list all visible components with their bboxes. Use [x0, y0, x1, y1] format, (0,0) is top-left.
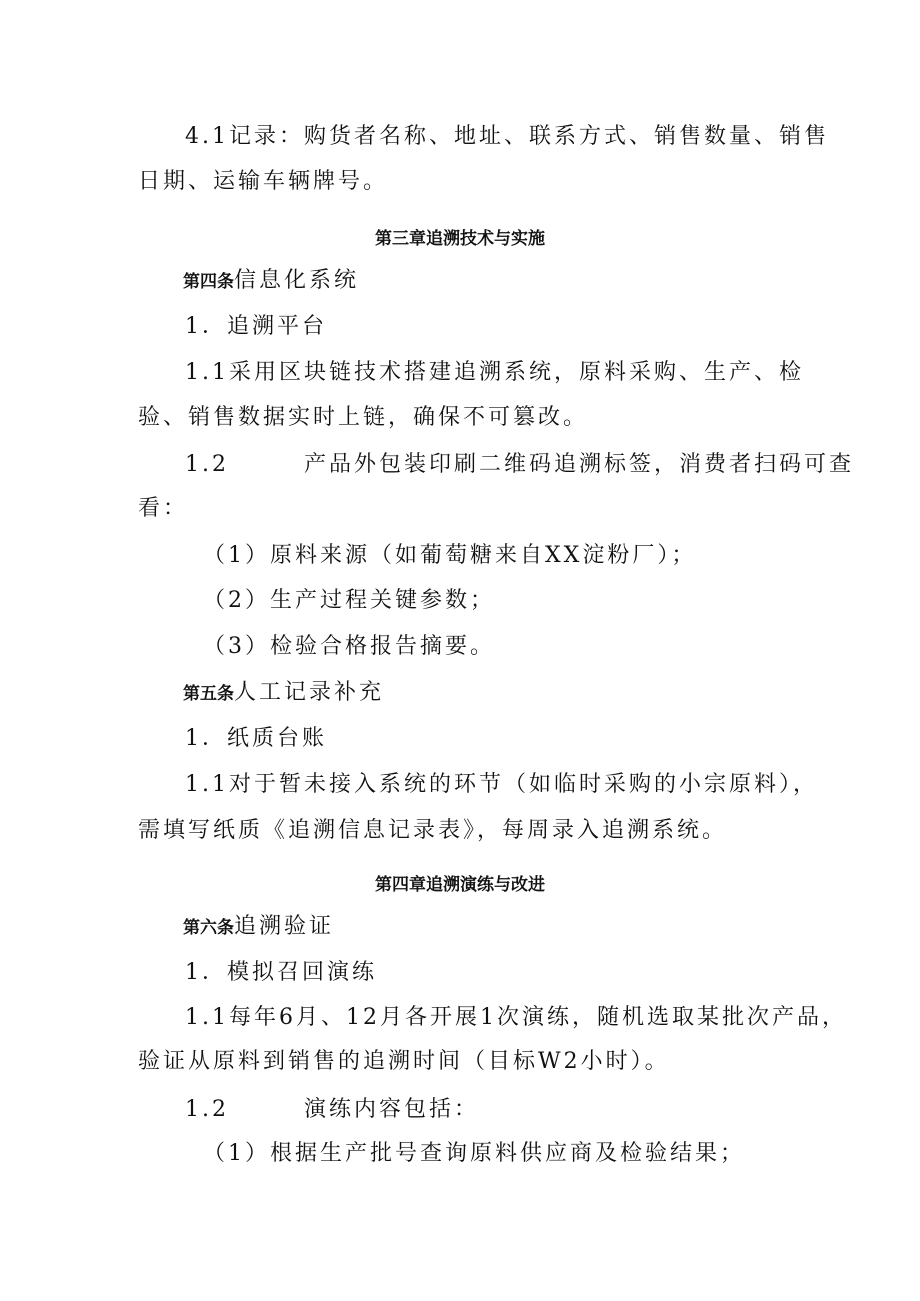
- list-item: （1）根据生产批号查询原料供应商及检验结果；: [203, 1141, 745, 1166]
- article-4-label: 第四条: [183, 272, 234, 292]
- list-item: （2）生产过程关键参数；: [203, 588, 495, 613]
- paragraph-4-1-line-2: 日期、运输车辆牌号。: [138, 169, 389, 194]
- paragraph-1-1-drill-line-2: 验证从原料到销售的追溯时间（目标W2小时）。: [138, 1049, 670, 1074]
- article-6-title: 追溯验证: [234, 914, 335, 939]
- paragraph-1-2-label-line-1: [185, 450, 854, 480]
- section-1-platform: 1．追溯平台: [185, 314, 327, 339]
- article-4-heading: [183, 266, 359, 297]
- paragraph-1-2-drill-text: 演练内容包括：: [304, 1097, 480, 1122]
- article-6-heading: [183, 912, 334, 943]
- article-6-label: 第六条: [183, 918, 234, 938]
- list-item: （3）检验合格报告摘要。: [203, 634, 495, 659]
- paragraph-1-2-number: 1.2: [185, 452, 229, 477]
- paragraph-1-2-label-line-2: 看：: [138, 496, 189, 521]
- section-1-paper: 1．纸质台账: [185, 726, 327, 751]
- paragraph-1-2-text: 产品外包装印刷二维码追溯标签，消费者扫码可查: [304, 452, 855, 477]
- paragraph-1-2-drill-number: 1.2: [185, 1097, 229, 1122]
- paragraph-1-1-drill-line-1: 1.1每年6月、12月各开展1次演练，随机选取某批次产品，: [185, 1005, 847, 1030]
- paragraph-1-1-paper-line-2: 需填写纸质《追溯信息记录表》，每周录入追溯系统。: [138, 818, 728, 843]
- article-4-title: 信息化系统: [234, 268, 360, 293]
- paragraph-1-1-paper-line-1: 1.1对于暂未接入系统的环节（如临时采购的小宗原料），: [185, 772, 818, 797]
- article-5-label: 第五条: [183, 684, 234, 704]
- chapter-4-heading: 第四章追溯演练与改进: [375, 875, 545, 895]
- paragraph-1-2-drill: [185, 1095, 479, 1125]
- section-1-drill: 1．模拟召回演练: [185, 960, 377, 985]
- paragraph-4-1-line-1: 4.1记录：购货者名称、地址、联系方式、销售数量、销售: [185, 124, 829, 149]
- article-5-title: 人工记录补充: [234, 680, 385, 705]
- list-item: （1）原料来源（如葡萄糖来自XX淀粉厂）；: [203, 543, 697, 568]
- article-5-heading: [183, 678, 384, 709]
- paragraph-1-1-platform-line-2: 验、销售数据实时上链，确保不可篡改。: [138, 405, 589, 430]
- chapter-3-heading: 第三章追溯技术与实施: [375, 229, 545, 249]
- paragraph-1-1-platform-line-1: 1.1采用区块链技术搭建追溯系统，原料采购、生产、检: [185, 360, 804, 385]
